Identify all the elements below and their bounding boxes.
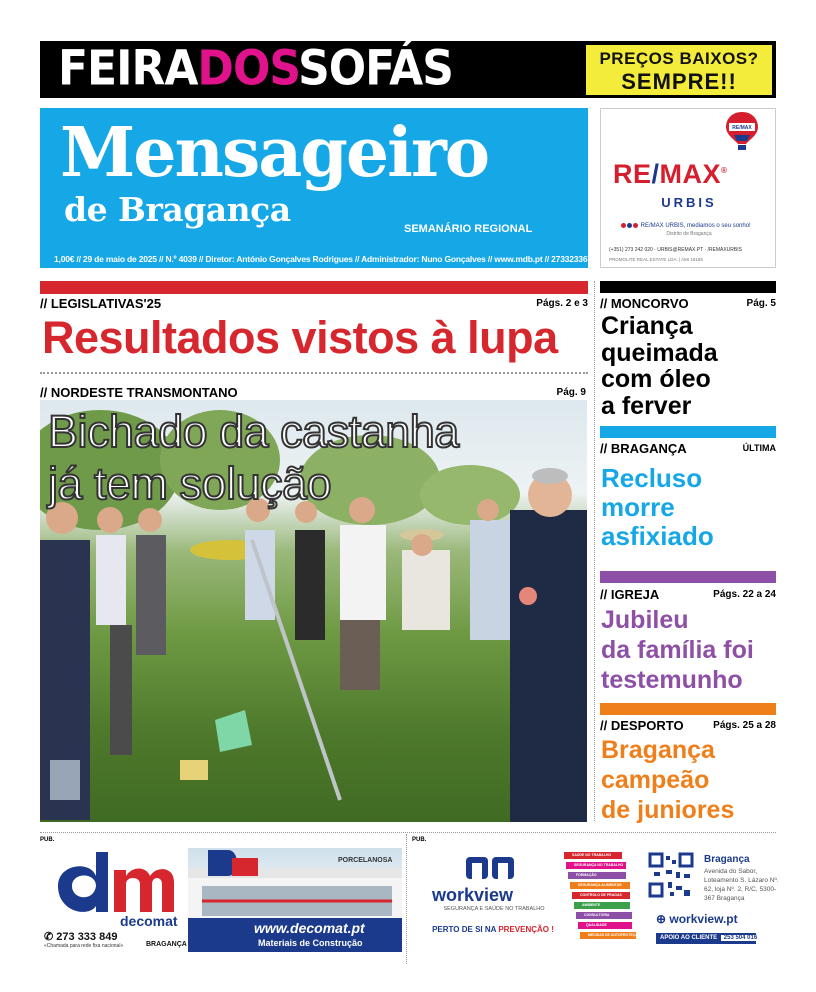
slogan-line-1: PREÇOS BAIXOS? <box>599 49 759 68</box>
feature-headline-line-1: Bichado da castanha <box>48 406 459 457</box>
feature-headline-line-2: já tem solução <box>48 458 332 509</box>
feature-kicker: // NORDESTE TRANSMONTANO <box>40 385 238 400</box>
remax-slogan: RE/MAX URBIS, mediamos o seu sonho! <box>621 223 751 229</box>
service-tag: QUALIDADE <box>578 922 632 929</box>
remax-district: Distrito de Bragança <box>666 231 712 237</box>
column-divider <box>594 281 595 821</box>
braganca-section-bar <box>600 426 776 438</box>
remax-urbis: URBIS <box>661 195 717 210</box>
feira-dos-sofas-brand: FEIRADOSSOFÁS <box>58 40 453 97</box>
workview-site[interactable]: ⊕ workview.pt <box>656 912 738 926</box>
desporto-kicker: // DESPORTO <box>600 718 684 733</box>
headline-line: da família foi <box>601 636 754 664</box>
qr-code-icon[interactable] <box>648 852 694 898</box>
service-tag: CONSULTORIA <box>576 912 632 919</box>
pub-label-left: PUB. <box>40 837 55 843</box>
headline-line: asfixiado <box>601 521 714 551</box>
ads-top-divider <box>40 832 776 833</box>
headline-line: com óleo <box>601 365 711 393</box>
service-tag: SAÚDE NO TRABALHO <box>564 852 622 859</box>
hot-air-balloon-icon <box>725 111 759 151</box>
remax-contacts: (+351) 273 242 020 · URBIS@REMAX.PT · /REMAXURBIS <box>609 247 742 253</box>
moncorvo-headline[interactable] <box>601 313 718 419</box>
headline-line: queimada <box>601 338 718 367</box>
igreja-pages: Págs. 22 a 24 <box>713 589 776 600</box>
braganca-headline[interactable] <box>601 464 714 551</box>
moncorvo-section-bar <box>600 281 776 293</box>
workview-services <box>560 846 641 946</box>
balloon-label: RE/MAX <box>732 125 752 131</box>
remax-ad[interactable] <box>600 108 776 268</box>
remax-footer: PROMOLITE REAL ESTATE LDA. | AMI 18185 <box>609 257 703 262</box>
headline-line: Jubileu <box>601 606 689 634</box>
decomat-logo[interactable] <box>50 846 180 930</box>
decomat-url[interactable]: www.decomat.pt <box>254 920 365 936</box>
store-sign: PORCELANOSA <box>338 857 393 864</box>
headline-line: Recluso <box>601 463 703 493</box>
workview-address: Avenida do Sabor, Loteamento S. Lázaro Nº. 62, loja Nº. 2, R/C, 5300-367 Bragança <box>704 868 779 902</box>
decomat-note: «Chamada para rede fixa nacional» <box>44 943 124 949</box>
newspaper-tagline: SEMANÁRIO REGIONAL <box>404 223 533 235</box>
feature-photo[interactable] <box>40 400 587 822</box>
igreja-section-bar <box>600 571 776 583</box>
moncorvo-kicker: // MONCORVO <box>600 296 689 311</box>
workview-logo-text: workview <box>432 885 514 905</box>
lead-kicker: // LEGISLATIVAS'25 <box>40 296 162 311</box>
decomat-phone[interactable]: ✆ 273 333 849 <box>44 931 118 943</box>
decomat-logo-text: decomat <box>120 913 178 929</box>
service-tag: SEGURANÇA NO TRABALHO <box>566 862 626 869</box>
moncorvo-pages: Pág. 5 <box>746 298 776 309</box>
workview-safety: SEGURANÇA E SAÚDE NO TRABALHO <box>443 906 545 912</box>
decomat-city: BRAGANÇA <box>146 941 187 948</box>
desporto-pages: Págs. 25 a 28 <box>713 720 776 731</box>
igreja-kicker: // IGREJA <box>600 587 660 602</box>
lead-pages: Págs. 2 e 3 <box>536 298 588 309</box>
precos-baixos-box <box>586 45 772 95</box>
feira-dos-sofas-ad[interactable] <box>40 41 776 98</box>
service-tag: FORMAÇÃO <box>568 872 626 879</box>
igreja-headline[interactable] <box>601 605 754 695</box>
service-tag: SEGURANÇA ALIMENTAR <box>570 882 630 889</box>
braganca-pages: ÚLTIMA <box>742 443 776 453</box>
pub-label-right: PUB. <box>412 837 427 843</box>
headline-line: a ferver <box>601 391 692 420</box>
headline-line: de juniores <box>601 796 735 824</box>
lead-headline[interactable]: Resultados vistos à lupa <box>42 312 558 363</box>
issue-info: 1,00€ // 29 de maio de 2025 // N.º 4039 // Diretor: António Gonçalves Rodrigues // Administrador: Nuno Gonçalves // www.mdb.pt // 273323367 <box>54 254 592 264</box>
feature-pages: Pág. 9 <box>556 387 586 398</box>
globe-icon: ⊕ <box>656 912 670 926</box>
desporto-headline[interactable] <box>601 735 734 825</box>
lead-divider <box>40 372 588 374</box>
workview-phone[interactable]: APOIO AO CLIENTE 253 504 016 <box>656 933 756 944</box>
feature-headline <box>48 406 459 510</box>
store-building-illustration <box>188 848 402 952</box>
newspaper-subtitle: de Bragança <box>64 190 291 229</box>
masthead <box>40 108 592 268</box>
decomat-store-photo[interactable] <box>188 848 402 952</box>
newspaper-title: Mensageiro <box>60 113 489 193</box>
braganca-kicker: // BRAGANÇA <box>600 441 687 456</box>
service-tag: AMBIENTE <box>574 902 630 909</box>
headline-line: campeão <box>601 766 710 794</box>
lead-section-bar <box>40 281 588 294</box>
service-tag: CONTROLO DE PRAGAS <box>572 892 630 899</box>
decomat-store-sub: Materiais de Construção <box>258 938 363 948</box>
slogan-line-2: SEMPRE!! <box>621 69 737 94</box>
phone-icon: ✆ <box>44 931 57 943</box>
headline-line: testemunho <box>601 666 743 694</box>
headline-line: morre <box>601 492 675 522</box>
headline-line: Criança <box>601 312 693 340</box>
service-tag: MEDIDAS DE AUTOPROTEÇÃO <box>580 932 636 939</box>
remax-logo: RE/MAX® <box>613 159 728 189</box>
ads-divider <box>406 834 407 964</box>
headline-line: Bragança <box>601 736 715 764</box>
workview-perto: PERTO DE SI NA PREVENÇÃO ! <box>432 925 554 934</box>
workview-city: Bragança <box>704 854 750 865</box>
desporto-section-bar <box>600 703 776 715</box>
